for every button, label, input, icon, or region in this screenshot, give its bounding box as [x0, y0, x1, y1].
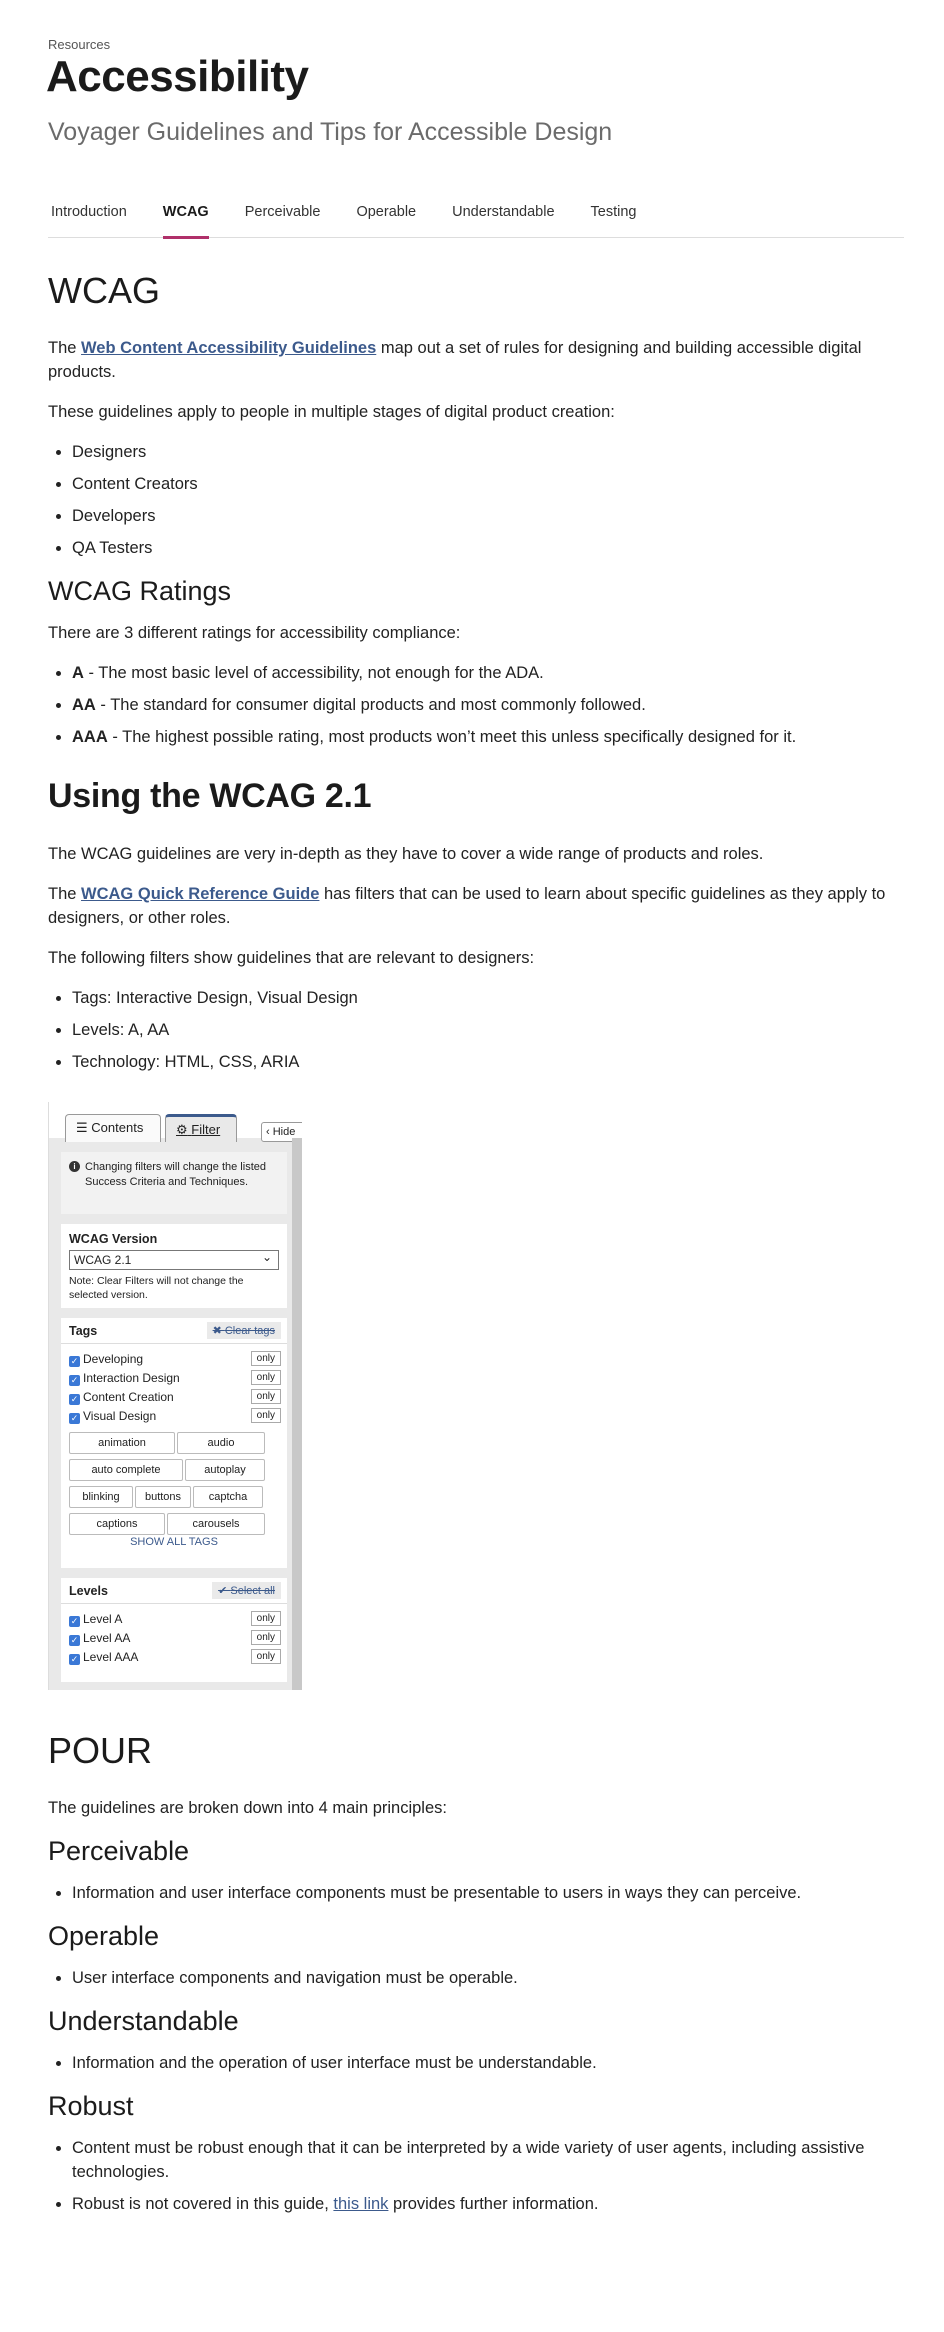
robust-heading: Robust	[48, 2091, 134, 2121]
fs-version-label: WCAG Version	[69, 1232, 158, 1246]
ratings-intro: There are 3 different ratings for accessibility compliance:	[48, 624, 461, 642]
using-p3: The following filters show guidelines that are relevant to designers:	[48, 949, 535, 967]
fs-version-note: Note: Clear Filters will not change the selected version.	[69, 1275, 244, 1301]
operable-list	[72, 1966, 908, 1990]
fs-version-select: WCAG 2.1 ⌄	[69, 1250, 279, 1270]
fs-levels-box	[61, 1578, 287, 1682]
fs-clear-tags-label: Clear tags	[224, 1325, 275, 1337]
using-p2-post: has filters that can be used to learn about specific guidelines as they apply to designers, or other roles.	[48, 885, 886, 927]
list-item: • Technology: HTML, CSS, ARIA	[72, 1050, 908, 1074]
filters-list	[72, 986, 908, 1074]
fs-tab-filter-label: Filter	[191, 1122, 221, 1137]
fs-only-button: only	[251, 1630, 281, 1645]
fs-only-button: only	[251, 1649, 281, 1664]
wcag-heading: WCAG	[48, 270, 160, 311]
using-p1: The WCAG guidelines are very in-depth as they have to cover a wide range of products and roles.	[48, 845, 764, 863]
rating-desc: - The most basic level of accessibility, not enough for the ADA.	[83, 664, 544, 682]
wcag-intro-pre: The	[48, 339, 82, 357]
fs-tag-label: Developing	[83, 1352, 144, 1366]
fs-chips	[61, 1426, 287, 1540]
checkbox-checked-icon: ✓	[70, 1616, 79, 1626]
checkbox-checked-icon: ✓	[70, 1356, 79, 1366]
quick-reference-link[interactable]: WCAG Quick Reference Guide	[81, 885, 320, 903]
fs-note-text: Changing filters will change the listed Success Criteria and Techniques.	[85, 1161, 266, 1188]
ratings-list	[72, 661, 908, 749]
fs-only-button: only	[251, 1351, 281, 1366]
fs-tab-contents-label: Contents	[91, 1120, 144, 1135]
fs-tag-check	[61, 1388, 287, 1407]
list-icon: ☰	[76, 1120, 88, 1135]
robust-item2-post: provides further information.	[388, 2195, 599, 2213]
list-item	[72, 725, 908, 749]
operable-heading: Operable	[48, 1921, 160, 1951]
rating-level: AA	[72, 696, 96, 714]
fs-level-check	[61, 1610, 287, 1629]
list-item: • Content must be robust enough that it can be interpreted by a wide variety of user agents, including assistive technologies.	[72, 2136, 908, 2184]
fs-tab-filter	[165, 1114, 237, 1142]
list-item: • Information and user interface components must be presentable to users in ways they can perceive.	[72, 1881, 908, 1905]
info-icon: i	[69, 1161, 80, 1172]
checkbox-checked-icon: ✓	[70, 1375, 79, 1385]
fs-chip: animation	[69, 1432, 175, 1454]
tab-perceivable[interactable]: Perceivable	[244, 204, 321, 220]
fs-scrollbar	[292, 1138, 302, 1690]
fs-chip: captions	[69, 1513, 165, 1535]
fs-tag-label: Interaction Design	[83, 1371, 180, 1385]
fs-chip: autoplay	[185, 1459, 265, 1481]
rating-level: AAA	[72, 728, 108, 746]
fs-hide-label: Hide	[272, 1126, 296, 1138]
tab-understandable[interactable]: Understandable	[452, 204, 555, 220]
gear-icon: ⚙	[176, 1122, 188, 1137]
fs-level-label: Level A	[83, 1612, 123, 1626]
checkbox-checked-icon: ✓	[70, 1654, 79, 1664]
list-item	[72, 2192, 908, 2216]
fs-tag-label: Visual Design	[83, 1409, 157, 1423]
fs-tag-label: Content Creation	[83, 1390, 174, 1404]
list-item: • QA Testers	[72, 536, 908, 560]
fs-only-button: only	[251, 1370, 281, 1385]
fs-show-all-tags: SHOW ALL TAGS	[130, 1536, 218, 1548]
section-tabs	[48, 190, 904, 238]
fs-tag-check	[61, 1369, 287, 1388]
fs-chip: carousels	[167, 1513, 265, 1535]
fs-chip: blinking	[69, 1486, 133, 1508]
wcag-intro	[48, 336, 908, 384]
page-subtitle: Voyager Guidelines and Tips for Accessible Design	[48, 118, 613, 146]
chevron-left-icon: ‹	[266, 1126, 270, 1138]
pour-intro: The guidelines are broken down into 4 main principles:	[48, 1799, 447, 1817]
fs-clear-tags: ✖ Clear tags	[207, 1322, 281, 1339]
list-item: • Designers	[72, 440, 908, 464]
fs-chip: audio	[177, 1432, 265, 1454]
fs-tab-contents	[65, 1114, 161, 1142]
list-item: • Information and the operation of user interface must be understandable.	[72, 2051, 908, 2075]
fs-only-button: only	[251, 1408, 281, 1423]
wcag-apply-text: These guidelines apply to people in multiple stages of digital product creation:	[48, 403, 615, 421]
robust-item2-pre: Robust is not covered in this guide,	[72, 2195, 334, 2213]
checkbox-checked-icon: ✓	[70, 1413, 79, 1423]
rating-desc: - The highest possible rating, most products won’t meet this unless specifically designed for it.	[107, 728, 797, 746]
pour-heading: POUR	[48, 1730, 153, 1771]
fs-chip: buttons	[135, 1486, 191, 1508]
list-item: • Tags: Interactive Design, Visual Design	[72, 986, 908, 1010]
perceivable-list	[72, 1881, 908, 1905]
fs-select-all-label: Select all	[230, 1585, 275, 1597]
filter-screenshot	[48, 1102, 302, 1690]
ratings-heading: WCAG Ratings	[48, 576, 232, 606]
checkbox-checked-icon: ✓	[70, 1635, 79, 1645]
fs-level-label: Level AA	[83, 1631, 131, 1645]
list-item: • Developers	[72, 504, 908, 528]
tab-testing[interactable]: Testing	[590, 204, 637, 220]
fs-note	[61, 1152, 287, 1214]
fs-chip: auto complete	[69, 1459, 183, 1481]
fs-tags-box	[61, 1318, 287, 1568]
list-item: • Content Creators	[72, 472, 908, 496]
fs-tags-label: Tags	[69, 1324, 98, 1338]
rating-desc: - The standard for consumer digital products and most commonly followed.	[95, 696, 646, 714]
using-p2-pre: The	[48, 885, 82, 903]
tab-operable[interactable]: Operable	[356, 204, 417, 220]
eyebrow-breadcrumb[interactable]: Resources	[48, 37, 111, 52]
checkbox-checked-icon: ✓	[70, 1394, 79, 1404]
fs-only-button: only	[251, 1389, 281, 1404]
fs-version-box	[61, 1224, 287, 1308]
fs-levels-head	[61, 1578, 287, 1604]
tab-introduction[interactable]: Introduction	[51, 204, 127, 220]
list-item: • User interface components and navigation must be operable.	[72, 1966, 908, 1990]
roles-list	[72, 440, 908, 560]
wcag-intro-post: map out a set of rules for designing and building accessible digital products.	[48, 339, 862, 381]
fs-level-check	[61, 1629, 287, 1648]
robust-info-link[interactable]: this link	[333, 2195, 389, 2213]
fs-only-button: only	[251, 1611, 281, 1626]
fs-tag-check	[61, 1407, 287, 1426]
robust-list	[72, 2136, 908, 2216]
using-p2	[48, 882, 908, 930]
fs-select-all: ✔ Select all	[212, 1582, 281, 1599]
fs-levels-label: Levels	[69, 1584, 108, 1598]
page-title: Accessibility	[46, 52, 309, 101]
rating-level: A	[72, 664, 84, 682]
fs-tags-head	[61, 1318, 287, 1344]
understandable-list	[72, 2051, 908, 2075]
main-content	[48, 270, 908, 2232]
tab-wcag[interactable]: WCAG	[163, 190, 209, 238]
fs-level-check	[61, 1648, 287, 1667]
fs-tag-check	[61, 1350, 287, 1369]
wcag-guidelines-link[interactable]: Web Content Accessibility Guidelines	[81, 339, 377, 357]
list-item	[72, 661, 908, 685]
understandable-heading: Understandable	[48, 2006, 239, 2036]
fs-level-label: Level AAA	[83, 1650, 139, 1664]
using-heading: Using the WCAG 2.1	[48, 777, 372, 815]
perceivable-heading: Perceivable	[48, 1836, 190, 1866]
fs-chip: captcha	[193, 1486, 263, 1508]
list-item: • Levels: A, AA	[72, 1018, 908, 1042]
list-item	[72, 693, 908, 717]
